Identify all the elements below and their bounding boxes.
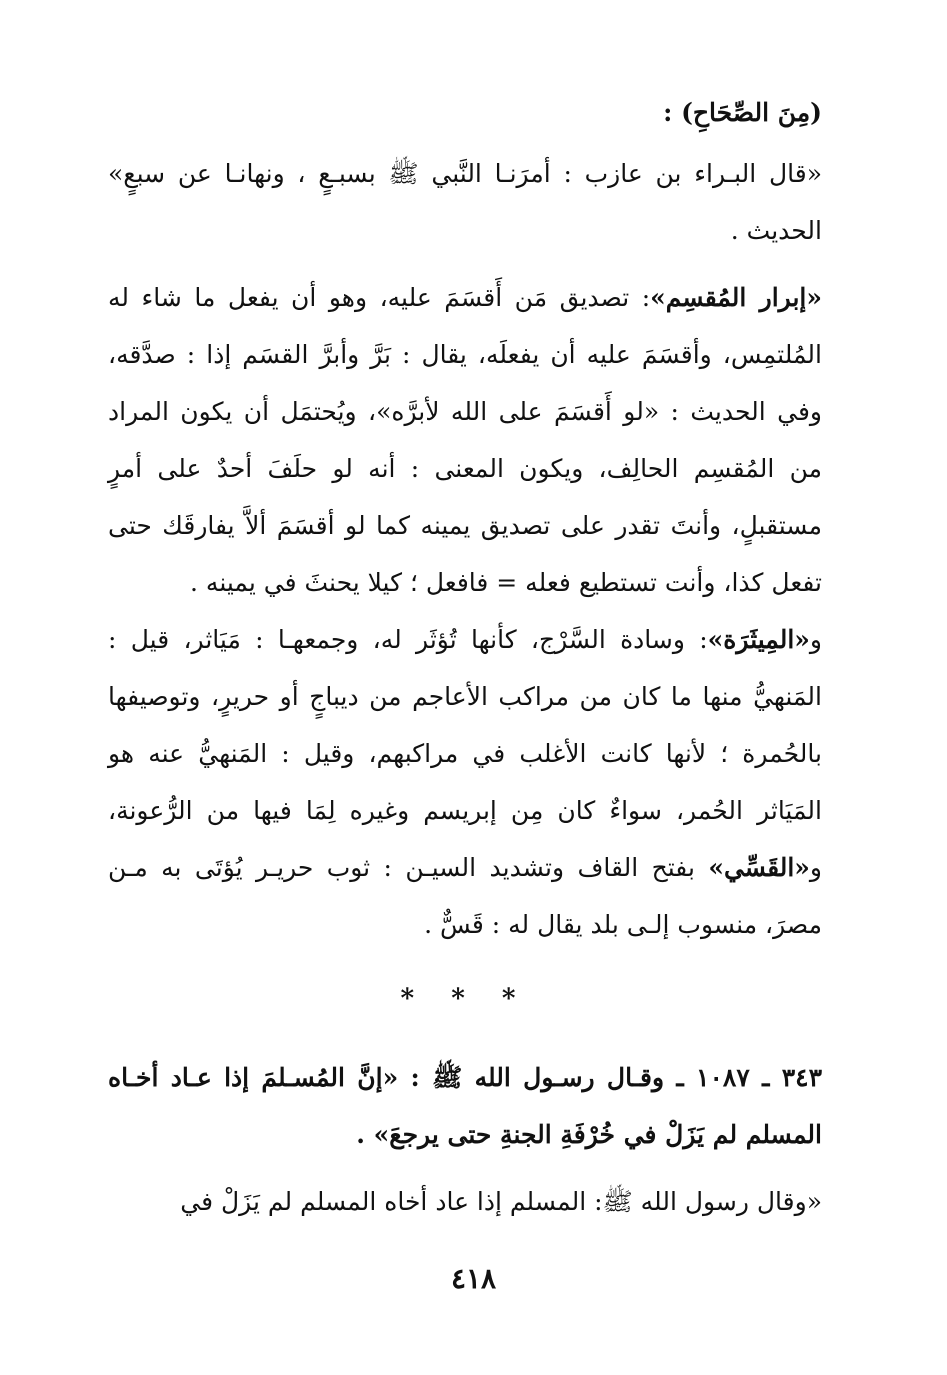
paragraph-bara-hadith: «قال البـراء بن عازب : أمرَنـا النَّبي ﷺ بسبـعٍ ، ونهانـا عن سبعٍ» الحديث . [108,159,822,245]
conjunction-wa: و [809,625,822,654]
section-separator: * * * [400,984,530,1014]
paragraph-almaythara [108,611,822,953]
term-almaythara: «المِيثَرَة» [707,625,810,654]
definition-ibrar-almuqsim: : تصديق مَن أَقسَمَ عليه، وهو أن يفعل ما شاء له المُلتمِس، وأقسَمَ عليه أن يفعلَه، يقال : بَرَّ وأبرَّ القسَم إذا : صدَّقه، وفي الحديث : «لو أَقسَمَ على الله لأبرَّه»، ويُحتمَل أن يكون المراد من المُقسِم الحالِف، ويكون المعنى : أنه لو حلَفَ أحدٌ على أمرٍ مستقبلٍ، وأنتَ تقدر على تصديق يمينه كما لو أقسَمَ ألاَّ يفارقَك حتى تفعل كذا، وأنت تستطيع فعله = فافعل ؛ كيلا يحنثَ في يمينه . [108,283,822,597]
page-body [108,84,822,1230]
term-ibrar-almuqsim: «إبرار المُقسِم» [650,283,822,312]
term-alqassi: «القَسِّي» [708,853,810,882]
paragraph-ibrar-almuqsim [108,269,822,611]
hadith-text: وقـال رسـول الله ﷺ : «إنَّ المُسـلمَ إذا عـاد أخـاه المسلم لم يَزَلْ في خُرْفَةِ الجنةِ حتى يرجعَ» . [108,1063,822,1149]
hadith-number: ٣٤٣ ـ ١٠٨٧ ـ [676,1063,823,1092]
definition-almaythara: : وسادة السَّرْج، كأنها تُؤثَر له، وجمعهـا : مَيَاثر، قيل : المَنهيُّ منها ما كان من مراكب الأعاجم من ديباجٍ أو حريرٍ، وتوصيفها بالحُمرة ؛ لأنها كانت الأغلب في مراكبهم، وقيل : المَنهيُّ عنه هو المَيَاثر الحُمر، سواءٌ كان مِن إبريسم وغيره لِمَا فيها من الرُّعونة، و [108,625,822,882]
paragraph-commentary-start: «وقال رسول الله ﷺ: المسلم إذا عاد أخاه المسلم لم يَزَلْ في [180,1187,822,1216]
definition-alqassi: بفتح القاف وتشديد السيـن : ثوب حريـر يُؤتَى به مـن مصرَ، منسوب إلـى بلد يقال له : قَسٌّ . [108,853,822,939]
page-number: ٤١٨ [450,1262,497,1295]
section-heading: (مِنَ الصِّحَاحِ) : [663,98,822,127]
hadith-1087 [108,1049,822,1163]
